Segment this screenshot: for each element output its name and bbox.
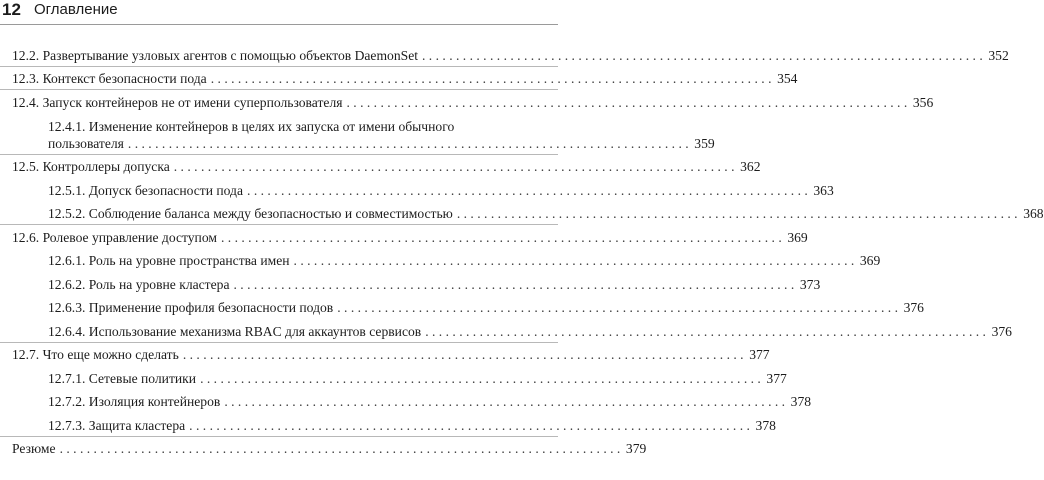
toc-entry-page: 379 (625, 441, 647, 456)
toc-entry-page: 376 (991, 323, 1012, 339)
toc-entry-page: 356 (912, 94, 934, 110)
header-rule (0, 24, 558, 25)
toc-entry-page: 377 (766, 370, 787, 386)
toc-entry-12-5-1[interactable] (0, 175, 834, 199)
toc-entry-label: 12.5. Контроллеры допуска (12, 159, 170, 174)
dot-leader (128, 135, 689, 152)
toc-entry-12-3[interactable] (0, 64, 798, 88)
toc-entry-page: 359 (694, 135, 715, 151)
wrapped-second-line (48, 135, 715, 152)
dot-leader (183, 346, 744, 363)
toc-entry-label-line2: пользователя (48, 135, 124, 151)
toc-entry-page: 378 (755, 417, 776, 433)
toc-entry-page: 369 (787, 229, 808, 245)
toc-entry-label: 12.7.3. Защита кластера (48, 417, 186, 433)
dot-leader (247, 182, 808, 199)
toc-entry-label-line1: 12.4.1. Изменение контейнеров в целях их запуска от имени обычного (48, 118, 455, 134)
dot-leader (233, 276, 794, 293)
dot-leader (200, 370, 761, 387)
toc-entry-page: 352 (988, 47, 1009, 63)
toc-entry-page: 362 (740, 159, 761, 174)
toc-entry-12-7[interactable] (0, 340, 770, 364)
toc-entry-12-6-1[interactable] (0, 246, 881, 270)
toc-entry-label: 12.6.1. Роль на уровне пространства имен (48, 253, 290, 268)
dot-leader (294, 252, 855, 269)
running-title: Оглавление (34, 1, 118, 18)
toc-entry-label: 12.5.2. Соблюдение баланса между безопасностью и совместимостью (48, 206, 453, 221)
toc-entry-label: 12.5.1. Допуск безопасности пода (48, 182, 244, 198)
toc-entry-label: 12.7.2. Изоляция контейнеров (48, 394, 221, 409)
toc-entry-page: 368 (1023, 206, 1044, 221)
dot-leader (346, 94, 907, 111)
toc-entry-12-6-4[interactable] (0, 316, 1012, 340)
dot-leader (174, 158, 735, 175)
toc-entry-label: 12.6.2. Роль на уровне кластера (48, 276, 230, 292)
toc-entry-12-6-2[interactable] (0, 269, 821, 293)
dot-leader (189, 417, 750, 434)
dot-leader (422, 47, 983, 64)
toc-entry-12-4[interactable] (0, 87, 934, 111)
toc-entry-page: 354 (777, 71, 798, 86)
dot-leader (211, 70, 772, 87)
toc-entry-12-7-2[interactable] (0, 387, 812, 411)
toc-entry-page: 373 (799, 276, 821, 292)
toc-entry-12-5-2[interactable] (0, 199, 1044, 223)
table-of-contents (0, 40, 1044, 457)
dot-leader (221, 229, 782, 246)
toc-entry-12-7-3[interactable] (0, 410, 776, 434)
toc-entry-page: 369 (859, 253, 881, 268)
toc-entry-label: 12.7. Что еще можно сделать (12, 347, 179, 362)
dot-leader (337, 299, 898, 316)
toc-entry-label: 12.6. Ролевое управление доступом (12, 229, 217, 245)
toc-entry-label: 12.7.1. Сетевые политики (48, 370, 197, 386)
dot-leader (60, 440, 621, 457)
toc-entry-12-6[interactable] (0, 222, 808, 246)
toc-entry-12-7-1[interactable] (0, 363, 787, 387)
toc-entry-label: 12.6.4. Использование механизма RBAC для аккаунтов сервисов (48, 323, 422, 339)
toc-entry-label: 12.4. Запуск контейнеров не от имени суперпользователя (12, 94, 343, 110)
toc-entry-12-4-1[interactable] (0, 111, 715, 152)
toc-entry-page: 376 (903, 300, 924, 315)
dot-leader (457, 205, 1018, 222)
wrapped-label (48, 118, 715, 152)
page-header (0, 0, 558, 28)
toc-entry-label: 12.6.3. Применение профиля безопасности подов (48, 300, 334, 315)
toc-entry-label: 12.3. Контекст безопасности пода (12, 71, 207, 86)
dot-leader (425, 323, 986, 340)
toc-entry-summary[interactable] (0, 434, 647, 458)
dot-leader (224, 393, 785, 410)
toc-entry-12-5[interactable] (0, 152, 761, 176)
page-number: 12 (2, 0, 21, 19)
toc-entry-page: 377 (749, 347, 770, 362)
toc-entry-label: Резюме (12, 441, 56, 456)
toc-entry-page: 363 (813, 182, 834, 198)
toc-entry-12-2[interactable] (0, 40, 1009, 64)
toc-entry-page: 378 (790, 394, 812, 409)
toc-entry-12-6-3[interactable] (0, 293, 924, 317)
toc-entry-label: 12.2. Развертывание узловых агентов с помощью объектов DaemonSet (12, 47, 418, 63)
